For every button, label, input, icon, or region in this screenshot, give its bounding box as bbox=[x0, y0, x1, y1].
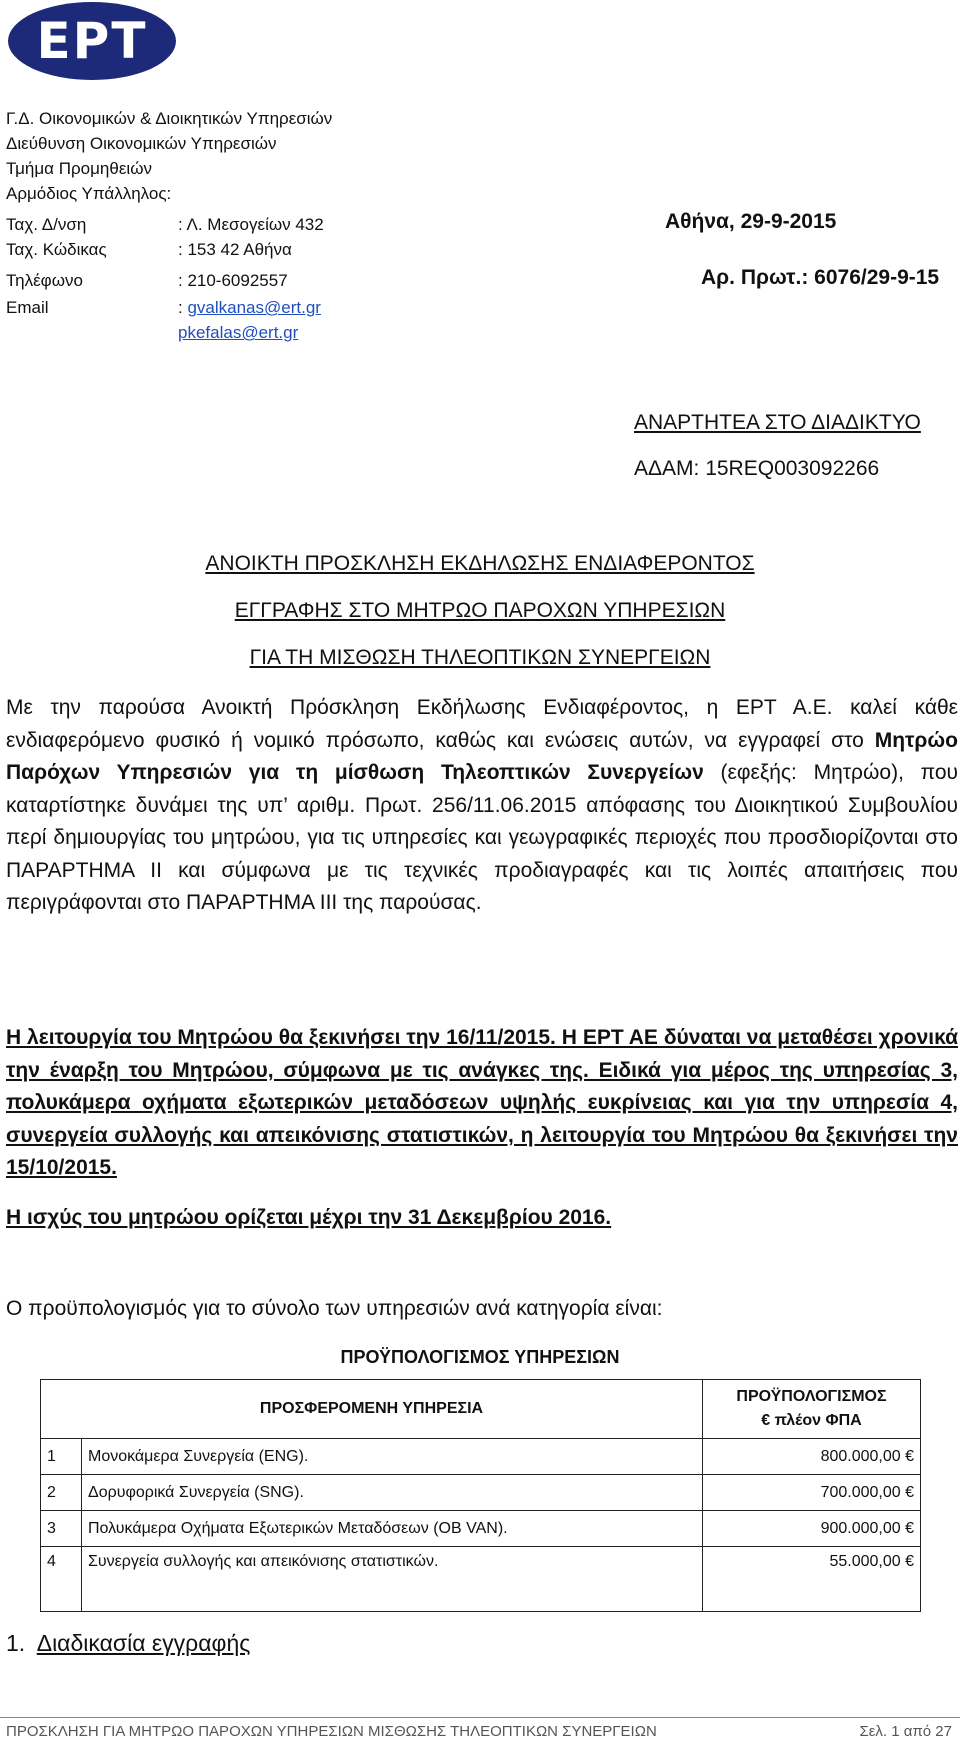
validity-paragraph: Η ισχύς του μητρώου ορίζεται μέχρι την 31 Δεκεμβρίου 2016. bbox=[6, 1206, 612, 1229]
budget-table bbox=[40, 1379, 921, 1612]
title-line-2: ΕΓΓΡΑΦΗΣ ΣΤΟ ΜΗΤΡΩΟ ΠΑΡΟΧΩΝ ΥΠΗΡΕΣΙΩΝ bbox=[234, 599, 726, 622]
email-row-2 bbox=[178, 320, 298, 345]
org-line-1: Γ.Δ. Οικονομικών & Διοικητικών Υπηρεσιών bbox=[6, 109, 333, 128]
budget-caption: ΠΡΟΫΠΟΛΟΓΙΣΜΟΣ ΥΠΗΡΕΣΙΩΝ bbox=[340, 1347, 620, 1367]
footer-title: ΠΡΟΣΚΛΗΣΗ ΓΙΑ ΜΗΤΡΩΟ ΠΑΡΟΧΩΝ ΥΠΗΡΕΣΙΩΝ ΜΙΣΘΩΣΗΣ ΤΗΛΕΟΠΤΙΚΩΝ ΣΥΝΕΡΓΕΙΩΝ bbox=[6, 1723, 657, 1740]
table-header-row bbox=[41, 1380, 921, 1439]
page-footer bbox=[0, 1717, 960, 1744]
service-column-header: ΠΡΟΣΦΕΡΟΜΕΝΗ ΥΠΗΡΕΣΙΑ bbox=[41, 1380, 703, 1439]
budget-column-header: ΠΡΟΫΠΟΛΟΓΙΣΜΟΣ € πλέον ΦΠΑ bbox=[703, 1380, 921, 1439]
adam-code: ΑΔΑΜ: 15REQ003092266 bbox=[634, 457, 880, 480]
table-row: 3 Πολυκάμερα Οχήματα Εξωτερικών Μεταδόσεων (OB VAN). 900.000,00 € bbox=[41, 1511, 921, 1547]
protocol-number: Αρ. Πρωτ.: 6076/29-9-15 bbox=[701, 266, 940, 289]
title-line-3: ΓΙΑ ΤΗ ΜΙΣΘΩΣΗ ΤΗΛΕΟΠΤΙΚΩΝ ΣΥΝΕΡΓΕΙΩΝ bbox=[249, 646, 711, 669]
document-date: Αθήνα, 29-9-2015 bbox=[665, 210, 837, 233]
posted-notice: ΑΝΑΡΤΗΤΕΑ ΣΤΟ ΔΙΑΔΙΚΤΥΟ bbox=[634, 411, 921, 434]
email-row: Email : gvalkanas@ert.gr bbox=[6, 298, 321, 317]
section-heading: 1. Διαδικασία εγγραφής bbox=[6, 1630, 251, 1656]
table-row: 4 Συνεργεία συλλογής και απεικόνισης στατιστικών. 55.000,00 € bbox=[41, 1547, 921, 1612]
org-line-2: Διεύθυνση Οικονομικών Υπηρεσιών bbox=[6, 134, 277, 153]
email-link-2[interactable]: pkefalas@ert.gr bbox=[178, 323, 299, 342]
table-row: 2 Δορυφορικά Συνεργεία (SNG). 700.000,00 € bbox=[41, 1475, 921, 1511]
ert-logo: ΕΡΤ bbox=[8, 2, 176, 80]
intro-paragraph: Με την παρούσα Ανοικτή Πρόσκληση Εκδήλωσης Ενδιαφέροντος, η ΕΡΤ Α.Ε. καλεί κάθε ενδιαφερόμενο φυσικό ή νομικό πρόσωπο, καθώς και ενώσεις αυτών, να εγγραφεί στο Μητρώο Παρόχων Υπηρεσιών για τη μίσθωση Τηλεοπτικών Συνεργείων (εφεξής: Μητρώο), που καταρτίστηκε δυνάμει της υπ’ αριθμ. Πρωτ. 256/11.06.2015 απόφασης του Διοικητικού Συμβουλίου περί δημιουργίας του μητρώου, για τις υπηρεσίες και γεωγραφικές περιοχές που προσδιορίζονται στο ΠΑΡΑΡΤΗΜΑ ΙΙ και σύμφωνα με τις τεχνικές προδιαγραφές και τις λοιπές απαιτήσεις που περιγράφονται στο ΠΑΡΑΡΤΗΜΑ ΙΙΙ της παρούσας. bbox=[6, 696, 958, 914]
title-line-1: ΑΝΟΙΚΤΗ ΠΡΟΣΚΛΗΣΗ ΕΚΔΗΛΩΣΗΣ ΕΝΔΙΑΦΕΡΟΝΤΟΣ bbox=[205, 552, 755, 575]
address-row: Ταχ. Δ/νση : Λ. Μεσογείων 432 bbox=[6, 215, 324, 234]
budget-intro: Ο προϋπολογισμός για το σύνολο των υπηρεσιών ανά κατηγορία είναι: bbox=[6, 1297, 663, 1320]
org-line-4: Αρμόδιος Υπάλληλος: bbox=[6, 184, 172, 203]
table-row: 1 Μονοκάμερα Συνεργεία (ENG). 800.000,00 € bbox=[41, 1439, 921, 1475]
operation-paragraph: Η λειτουργία του Μητρώου θα ξεκινήσει την 16/11/2015. Η ΕΡΤ ΑΕ δύναται να μεταθέσει χρονικά την έναρξη του Μητρώου, σύμφωνα με τις ανάγκες της. Ειδικά για μέρος της υπηρεσίας 3, πολυκάμερα οχήματα εξωτερικών μεταδόσεων υψηλής ευκρίνειας και για την υπηρεσία 4, συνεργεία συλλογής και απεικόνισης στατιστικών, η λειτουργία του Μητρώου θα ξεκινήσει την 15/10/2015. bbox=[6, 1026, 958, 1179]
postcode-row: Ταχ. Κώδικας : 153 42 Αθήνα bbox=[6, 240, 292, 259]
page-number: Σελ. 1 από 27 bbox=[859, 1723, 952, 1740]
org-line-3: Τμήμα Προμηθειών bbox=[6, 159, 152, 178]
email-link-1[interactable]: gvalkanas@ert.gr bbox=[187, 298, 321, 317]
phone-row: Τηλέφωνο : 210-6092557 bbox=[6, 271, 288, 290]
